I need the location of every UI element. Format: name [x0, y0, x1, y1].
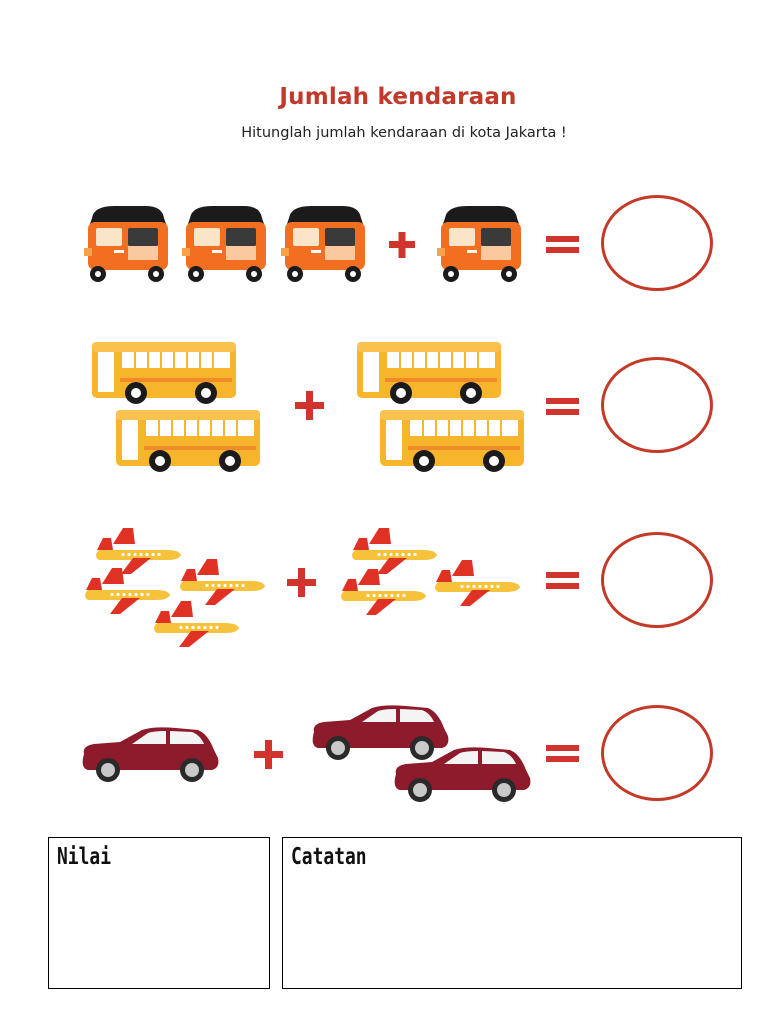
- car-icon: [313, 705, 449, 760]
- airplane-icon: [154, 601, 239, 647]
- answer-circle[interactable]: [601, 195, 713, 291]
- bajaj-icon: [281, 206, 365, 282]
- answer-circle[interactable]: [601, 705, 713, 801]
- worksheet-title: Jumlah kendaraan: [279, 84, 517, 110]
- problem-row-bajaj: [0, 195, 768, 295]
- equals-sign: [546, 572, 579, 589]
- equals-sign: [546, 745, 579, 762]
- equals-sign: [546, 236, 579, 253]
- bajaj-icon: [84, 206, 168, 282]
- worksheet-instruction: Hitunglah jumlah kendaraan di kota Jakarta !: [241, 125, 567, 141]
- car-icon: [83, 727, 219, 782]
- plus-sign: [389, 232, 415, 258]
- bus-icon: [357, 342, 501, 404]
- problem-row-bus: [0, 338, 768, 472]
- problem-row-car: [0, 700, 768, 810]
- airplane-icon: [352, 528, 437, 574]
- answer-circle[interactable]: [601, 357, 713, 453]
- answer-circle[interactable]: [601, 532, 713, 628]
- bus-icon: [116, 410, 260, 472]
- plus-sign: [287, 568, 316, 597]
- airplane-icon: [341, 569, 426, 615]
- bajaj-icon: [437, 206, 521, 282]
- airplane-icon: [85, 568, 170, 614]
- plus-sign: [254, 740, 283, 769]
- bus-icon: [92, 342, 236, 404]
- plus-sign: [295, 391, 324, 420]
- bajaj-icon: [182, 206, 266, 282]
- score-box[interactable]: [48, 837, 270, 989]
- airplane-icon: [180, 559, 265, 605]
- problem-row-airplane: [0, 524, 768, 644]
- bus-icon: [380, 410, 524, 472]
- notes-box[interactable]: [282, 837, 742, 989]
- notes-label: Catatan: [291, 844, 367, 870]
- equals-sign: [546, 398, 579, 415]
- airplane-icon: [96, 528, 181, 574]
- airplane-icon: [435, 560, 520, 606]
- score-label: Nilai: [57, 844, 112, 870]
